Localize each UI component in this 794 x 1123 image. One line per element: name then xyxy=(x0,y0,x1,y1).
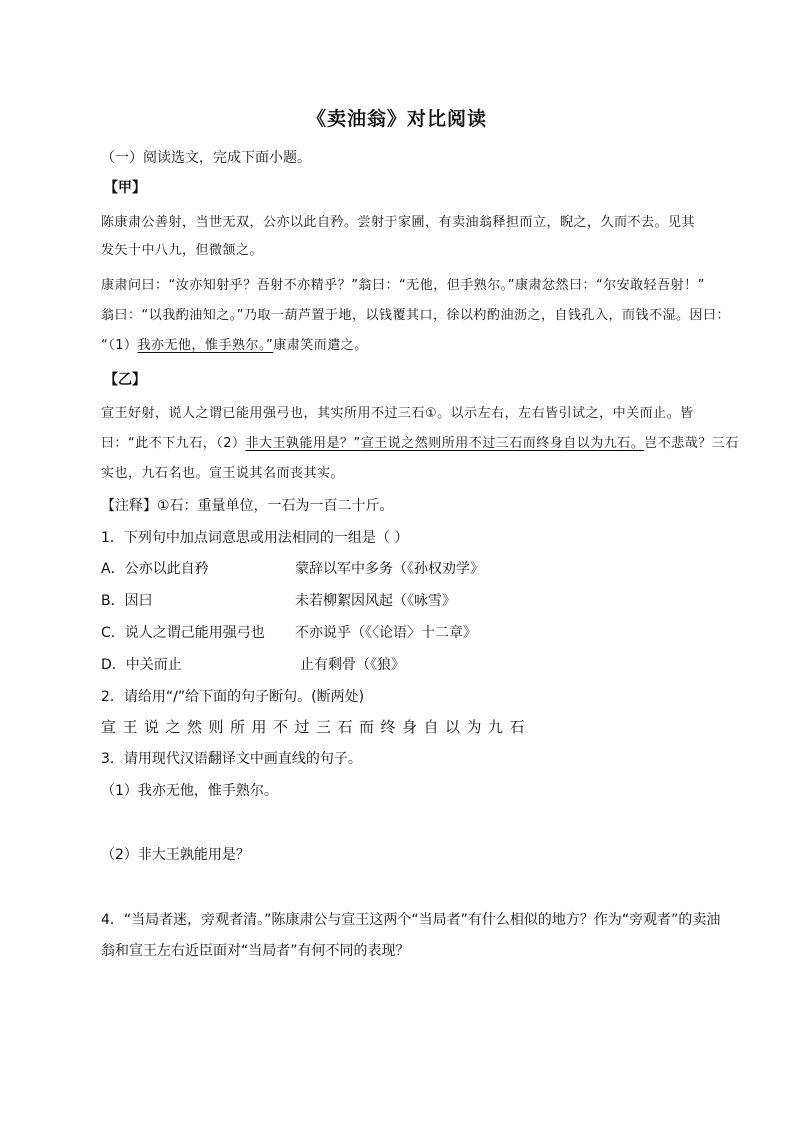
jia-line3-suffix: 康肃笑而遣之。 xyxy=(273,338,368,353)
jia-paragraph-1-line-2: 发矢十中八九，但微颔之。 xyxy=(101,243,264,258)
section-jia-label: 【甲】 xyxy=(104,180,146,196)
yi-underlined-passage: 宣王说之然则所用不过三石而终身自以为九石。 xyxy=(360,436,645,451)
q1-option-a-compare: 蒙辞以军中多务（《孙权劝学》 xyxy=(295,561,484,577)
question-2-stem: 2．请给用“/”给下面的句子断句。(断两处) xyxy=(101,689,365,705)
yi-underlined-sentence: 非大王孰能用是？” xyxy=(245,436,361,451)
q1-option-d-compare: 止有剩骨（《狼》 xyxy=(300,657,405,673)
yi-line-1: 宣王好射，说人之谓已能用强弓也，其实所用不过三石①。以示左右，左右皆引试之，中关而止。皆 xyxy=(101,406,694,421)
q1-option-c-compare: 不亦说乎（《〈论语〉十二章》 xyxy=(295,625,477,641)
q3-sentence-1: （1）我亦无他，惟手熟尔。 xyxy=(101,783,278,799)
q1-option-b: B．因曰 xyxy=(101,593,153,609)
q1-option-b-compare: 未若柳絮因风起（《咏雪》 xyxy=(295,593,456,609)
question-1-stem: 1．下列句中加点词意思或用法相同的一组是（ ） xyxy=(101,530,409,546)
instruction-text: （一）阅读选文，完成下面小题。 xyxy=(101,150,311,166)
page-title: 《卖油翁》对比阅读 xyxy=(306,108,487,130)
q1-option-d: D．中关而止 xyxy=(101,657,182,673)
yi-line-2 xyxy=(101,432,739,451)
yi-line2-prefix: 曰：“此不下九石，（2） xyxy=(101,436,246,451)
jia-paragraph-1-line-1: 陈康肃公善射，当世无双，公亦以此自矜。尝射于家圃，有卖油翁释担而立，睨之，久而不去。见其 xyxy=(101,215,696,230)
q2-sentence: 宣王说之然则所用不过三石而终身自以为九石 xyxy=(101,718,532,736)
question-4-line-1: 4．“当局者迷，旁观者清。”陈康肃公与宣王这两个“当局者”有什么相似的地方？作为“旁观者”的卖油 xyxy=(101,912,721,928)
question-4-line-2: 翁和宣王左右近臣面对“当局者”有何不同的表现？ xyxy=(101,943,410,959)
q1-option-c: C．说人之谓己能用强弓也 xyxy=(101,625,265,641)
jia-underlined-sentence: 我亦无他，惟手熟尔。” xyxy=(137,338,274,353)
jia-paragraph-2-line-2: 翁曰：“以我酌油知之。”乃取一葫芦置于地，以钱覆其口，徐以杓酌油沥之，自钱孔入，而钱不湿。因曰： xyxy=(101,308,730,323)
yi-line2-suffix: 岂不悲哉？三石 xyxy=(644,436,739,451)
q3-sentence-2: （2）非大王孰能用是？ xyxy=(101,847,250,863)
yi-line-3: 实也，九石名也。宣王说其名而丧其实。 xyxy=(101,466,345,481)
jia-paragraph-2-line-3 xyxy=(101,334,368,353)
question-3-stem: 3．请用现代汉语翻译文中画直线的句子。 xyxy=(101,751,362,767)
jia-paragraph-2-line-1: 康肃问曰：“汝亦知射乎？吾射不亦精乎？”翁曰：“无他，但手熟尔。”康肃忿然曰：“尔安敢轻吾射！” xyxy=(101,278,705,293)
note-text: 【注释】①石：重量单位，一石为一百二十斤。 xyxy=(101,498,394,514)
section-yi-label: 【乙】 xyxy=(104,372,146,388)
jia-line3-prefix: “（1） xyxy=(101,338,138,353)
q1-option-a: A．公亦以此自矜 xyxy=(101,561,209,577)
